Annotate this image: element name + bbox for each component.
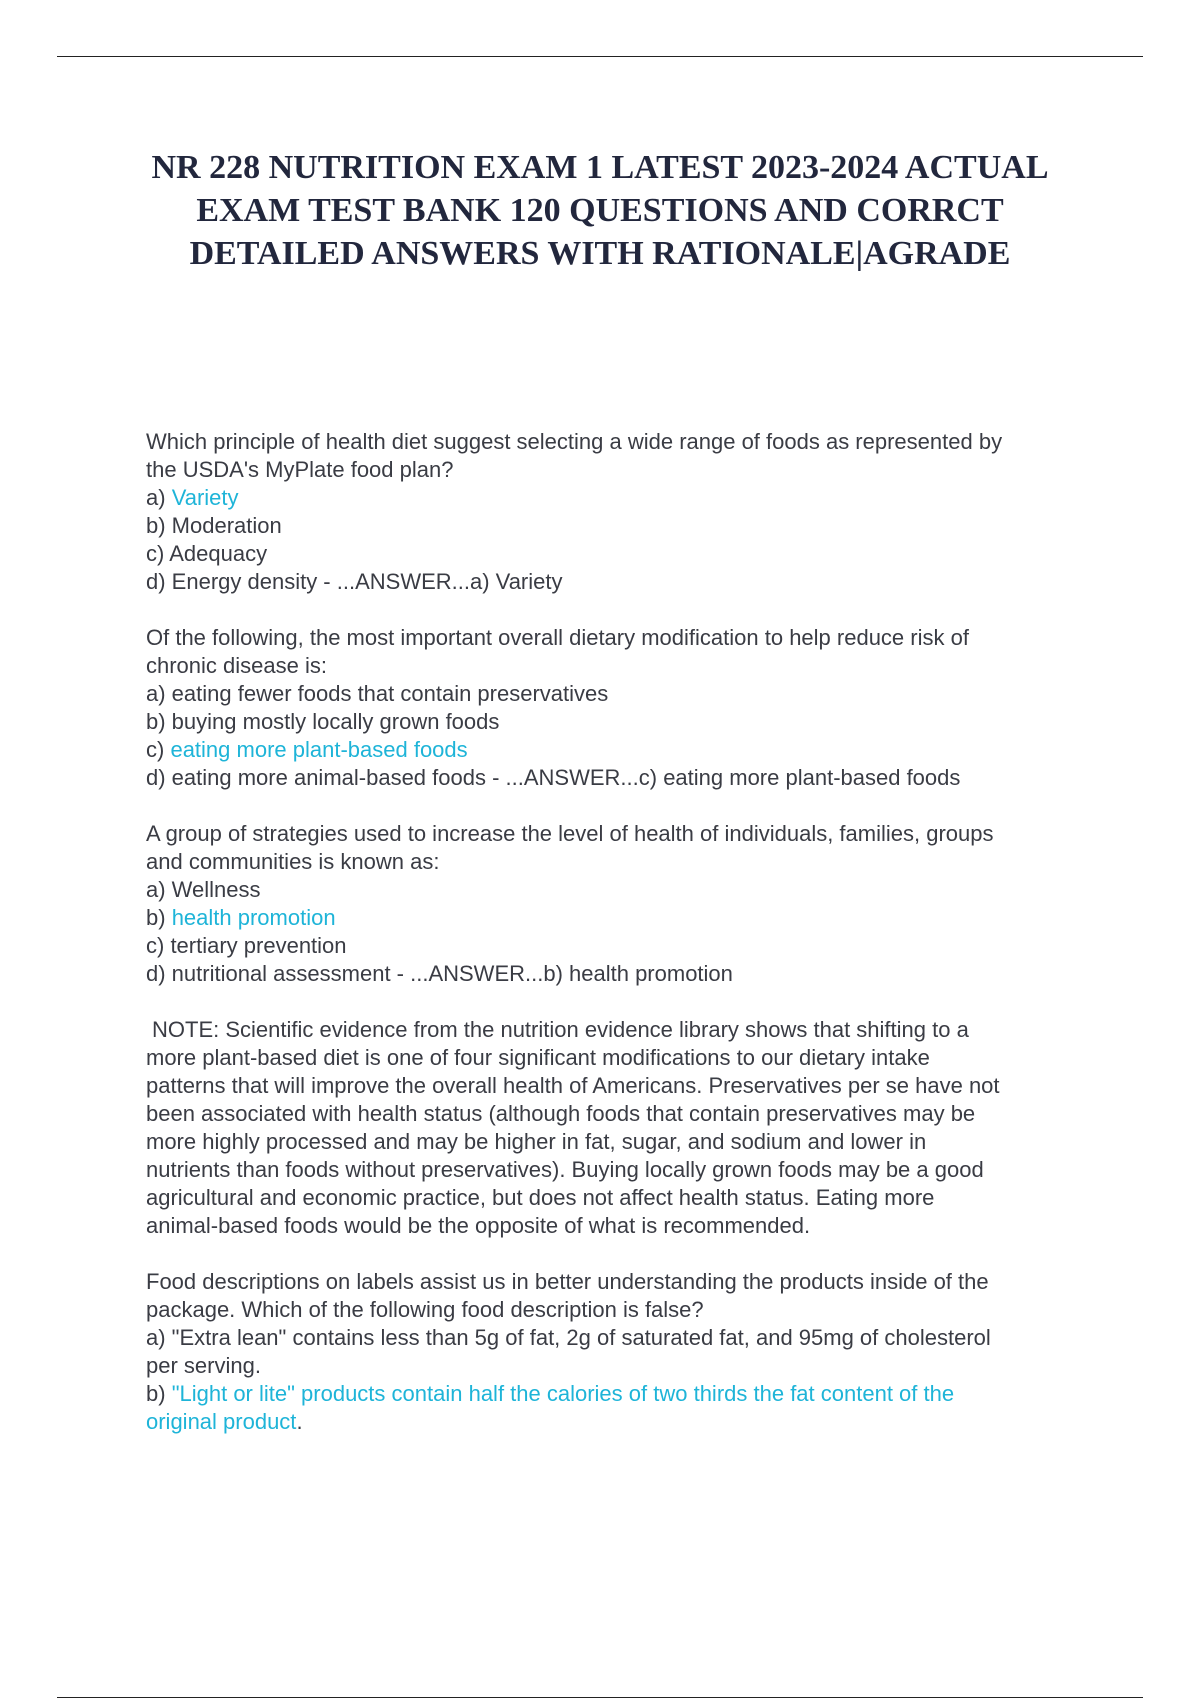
question-1 xyxy=(146,428,1096,596)
note-line: been associated with health status (although foods that contain preservatives may be xyxy=(146,1101,976,1126)
option-b-continued: original product. xyxy=(146,1409,303,1434)
question-stem: chronic disease is: xyxy=(146,653,327,678)
option-c: c) Adequacy xyxy=(146,541,268,566)
option-c: c) tertiary prevention xyxy=(146,933,347,958)
document-title: NR 228 NUTRITION EXAM 1 LATEST 2023-2024 ACTUAL EXAM TEST BANK 120 QUESTIONS AND CORRCT DETAILED ANSWERS WITH RATIONALE|AGRADE xyxy=(151,149,1049,272)
note-line: more plant-based diet is one of four significant modifications to our dietary intake xyxy=(146,1045,930,1070)
question-stem: Of the following, the most important overall dietary modification to help reduce risk of xyxy=(146,625,969,650)
note-line: nutrients than foods without preservatives). Buying locally grown foods may be a good xyxy=(146,1157,984,1182)
option-a: a) eating fewer foods that contain preservatives xyxy=(146,681,609,706)
question-stem: A group of strategies used to increase the level of health of individuals, families, groups xyxy=(146,821,994,846)
option-b: b) health promotion xyxy=(146,905,336,930)
rationale-note xyxy=(146,1016,1096,1240)
option-c: c) eating more plant-based foods xyxy=(146,737,468,762)
highlighted-answer: health promotion xyxy=(171,905,336,930)
option-b: b) Moderation xyxy=(146,513,282,538)
question-stem: and communities is known as: xyxy=(146,849,440,874)
option-d-answer: d) Energy density - ...ANSWER...a) Variety xyxy=(146,569,563,594)
highlighted-answer: original product xyxy=(146,1409,297,1434)
note-line: patterns that will improve the overall health of Americans. Preservatives per se have not xyxy=(146,1073,1000,1098)
note-line: more highly processed and may be higher in fat, sugar, and sodium and lower in xyxy=(146,1129,927,1154)
option-d-answer: d) eating more animal-based foods - ...ANSWER...c) eating more plant-based foods xyxy=(146,765,961,790)
option-a-continued: per serving. xyxy=(146,1353,261,1378)
highlighted-answer: "Light or lite" products contain half the calories of two thirds the fat content of the xyxy=(171,1381,955,1406)
highlighted-answer: eating more plant-based foods xyxy=(170,737,468,762)
note-line: animal-based foods would be the opposite of what is recommended. xyxy=(146,1213,811,1238)
footer-rule xyxy=(57,1697,1143,1698)
note-line: agricultural and economic practice, but does not affect health status. Eating more xyxy=(146,1185,935,1210)
question-stem: the USDA's MyPlate food plan? xyxy=(146,457,454,482)
question-4 xyxy=(146,1268,1096,1436)
question-stem: package. Which of the following food description is false? xyxy=(146,1297,704,1322)
option-a: a) "Extra lean" contains less than 5g of fat, 2g of saturated fat, and 95mg of cholesterol xyxy=(146,1325,991,1350)
header-rule xyxy=(57,56,1143,57)
question-3 xyxy=(146,820,1096,988)
highlighted-answer: Variety xyxy=(171,485,239,510)
document-body xyxy=(146,428,1096,1464)
question-stem: Which principle of health diet suggest selecting a wide range of foods as represented by xyxy=(146,429,1003,454)
option-d-answer: d) nutritional assessment - ...ANSWER...b) health promotion xyxy=(146,961,733,986)
option-b: b) "Light or lite" products contain half the calories of two thirds the fat content of the xyxy=(146,1381,955,1406)
option-a: a) Wellness xyxy=(146,877,261,902)
option-a: a) Variety xyxy=(146,485,239,510)
note-line: NOTE: Scientific evidence from the nutrition evidence library shows that shifting to a xyxy=(152,1017,969,1042)
question-stem: Food descriptions on labels assist us in better understanding the products inside of the xyxy=(146,1269,989,1294)
question-2 xyxy=(146,624,1096,792)
option-b: b) buying mostly locally grown foods xyxy=(146,709,500,734)
